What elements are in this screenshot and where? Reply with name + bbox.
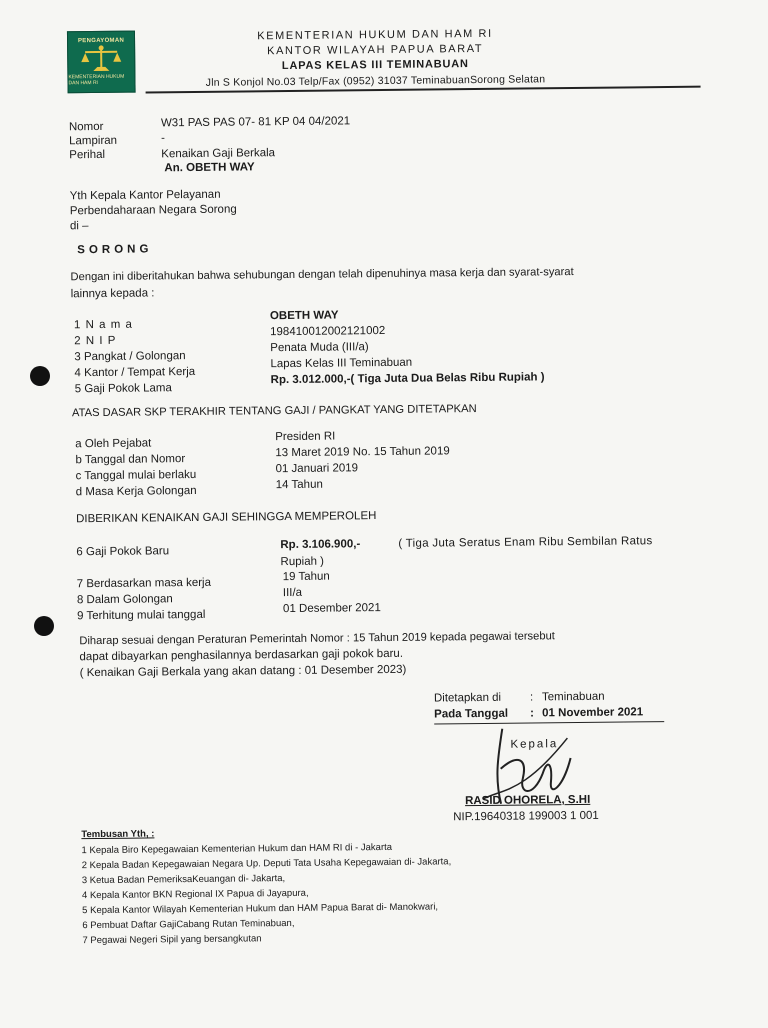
nomor-value: W31 PAS PAS 07- 81 KP 04 04/2021 — [161, 115, 350, 129]
s3-label-terhitung: 9 Terhitung mulai tanggal — [77, 609, 205, 622]
signer-title: Kepala — [510, 738, 558, 751]
logo-text-bottom: KEMENTERIAN HUKUM DAN HAM RI — [68, 74, 134, 87]
s3-gaji-baru-words1: ( Tiga Juta Seratus Enam Ribu Sembilan Ratus — [398, 535, 652, 550]
tembusan-title: Tembusan Yth, : — [81, 828, 154, 840]
s3-value-masa-kerja: 19 Tahun — [283, 571, 330, 583]
tembusan-item: 1 Kepala Biro Kepegawaian Kementerian Hukum dan HAM RI di - Jakarta — [81, 842, 392, 856]
s2-value-mulai-berlaku: 01 Januari 2019 — [275, 462, 358, 475]
s1-value-nip: 198410012002121002 — [270, 325, 385, 338]
s3-label-gaji-baru: 6 Gaji Pokok Baru — [76, 545, 169, 558]
letterhead — [145, 26, 606, 92]
closing-line3: ( Kenaikan Gaji Berkala yang akan datang : 01 Desember 2023) — [80, 664, 407, 679]
closing-line1: Diharap sesuai dengan Peraturan Pemerintah Nomor : 15 Tahun 2019 kepada pegawai tersebut — [79, 630, 555, 647]
letterhead-address: Jln S Konjol No.03 Telp/Fax (0952) 31037 TeminabuanSorong Selatan — [145, 71, 605, 92]
lampiran-label: Lampiran — [69, 135, 117, 148]
s3-gaji-baru-amount: Rp. 3.106.900,- — [280, 538, 360, 551]
ministry-logo — [67, 31, 136, 94]
s1-value-kantor: Lapas Kelas III Teminabuan — [270, 357, 412, 370]
date-label: Pada Tanggal — [434, 708, 508, 721]
scales-icon — [79, 44, 123, 74]
lampiran-value: - — [161, 132, 165, 144]
perihal-label: Perihal — [69, 149, 105, 161]
section3-title: DIBERIKAN KENAIKAN GAJI SEHINGGA MEMPEROLEH — [76, 510, 376, 525]
addressee-line2: Perbendaharaan Negara Sorong — [70, 204, 237, 218]
closing-line2: dapat dibayarkan penghasilannya berdasarkan gaji pokok baru. — [79, 648, 403, 663]
perihal-name: An. OBETH WAY — [164, 161, 254, 174]
signer-name: RASID OHORELA, S.HI — [465, 794, 590, 807]
intro-line1: Dengan ini diberitahukan bahwa sehubungan dengan telah dipenuhinya masa kerja dan syarat-syarat — [70, 266, 573, 283]
s2-label-mulai-berlaku: c Tanggal mulai berlaku — [76, 469, 197, 482]
s2-value-pejabat: Presiden RI — [275, 431, 335, 444]
s2-label-masa-kerja: d Masa Kerja Golongan — [76, 485, 197, 498]
s3-value-terhitung: 01 Desember 2021 — [283, 602, 381, 615]
place-colon: : — [530, 691, 533, 703]
addressee-city: SORONG — [77, 243, 152, 256]
tembusan-item: 5 Kepala Kantor Wilayah Kementerian Hukum dan HAM Papua Barat di- Manokwari, — [82, 901, 438, 916]
s1-value-gaji-lama: Rp. 3.012.000,-( Tiga Juta Dua Belas Ribu Rupiah ) — [271, 371, 545, 386]
s1-label-pangkat: 3 Pangkat / Golongan — [74, 350, 185, 363]
s3-label-masa-kerja: 7 Berdasarkan masa kerja — [77, 577, 211, 590]
s2-value-tanggal-nomor: 13 Maret 2019 No. 15 Tahun 2019 — [275, 445, 449, 459]
tembusan-item: 3 Ketua Badan PemeriksaKeuangan di- Jakarta, — [82, 873, 285, 886]
signer-nip: NIP.19640318 199003 1 001 — [453, 810, 599, 824]
date-value: 01 November 2021 — [542, 706, 643, 719]
intro-line2: lainnya kepada : — [71, 287, 155, 300]
letterhead-institution: LAPAS KELAS III TEMINABUAN — [145, 56, 605, 76]
place-value: Teminabuan — [542, 691, 605, 704]
s3-label-golongan: 8 Dalam Golongan — [77, 593, 173, 606]
tembusan-item: 4 Kepala Kantor BKN Regional IX Papua di Jayapura, — [82, 888, 309, 901]
addressee-line1: Yth Kepala Kantor Pelayanan — [70, 189, 221, 203]
s1-label-nip: 2 N I P — [74, 335, 116, 347]
tembusan-item: 2 Kepala Badan Kepegawaian Negara Up. Deputi Tata Usaha Kepegawaian di- Jakarta, — [82, 856, 452, 871]
s2-label-tanggal-nomor: b Tanggal dan Nomor — [75, 453, 185, 466]
section2-title: ATAS DASAR SKP TERAKHIR TENTANG GAJI / PANGKAT YANG DITETAPKAN — [72, 403, 477, 419]
s3-value-golongan: III/a — [283, 587, 302, 599]
tembusan-item: 6 Pembuat Daftar GajiCabang Rutan Teminabuan, — [82, 918, 294, 931]
letterhead-ministry: KEMENTERIAN HUKUM DAN HAM RI — [145, 26, 605, 46]
tembusan-item: 7 Pegawai Negeri Sipil yang bersangkutan — [82, 933, 261, 946]
addressee-line3: di – — [70, 220, 89, 232]
s1-value-pangkat: Penata Muda (III/a) — [270, 341, 369, 354]
s3-gaji-baru-words2: Rupiah ) — [280, 556, 324, 568]
s2-value-masa-kerja: 14 Tahun — [276, 479, 323, 491]
letterhead-regional-office: KANTOR WILAYAH PAPUA BARAT — [145, 41, 605, 61]
s1-value-nama: OBETH WAY — [270, 309, 339, 322]
place-label: Ditetapkan di — [434, 692, 501, 705]
date-colon: : — [530, 707, 534, 719]
perihal-value: Kenaikan Gaji Berkala — [161, 147, 275, 160]
logo-text-top: PENGAYOMAN — [78, 38, 124, 44]
s1-label-kantor: 4 Kantor / Tempat Kerja — [74, 366, 195, 379]
s2-label-pejabat: a Oleh Pejabat — [75, 437, 151, 450]
s1-label-gaji-lama: 5 Gaji Pokok Lama — [75, 382, 172, 395]
nomor-label: Nomor — [69, 121, 104, 133]
s1-label-nama: 1 N a m a — [74, 319, 133, 332]
